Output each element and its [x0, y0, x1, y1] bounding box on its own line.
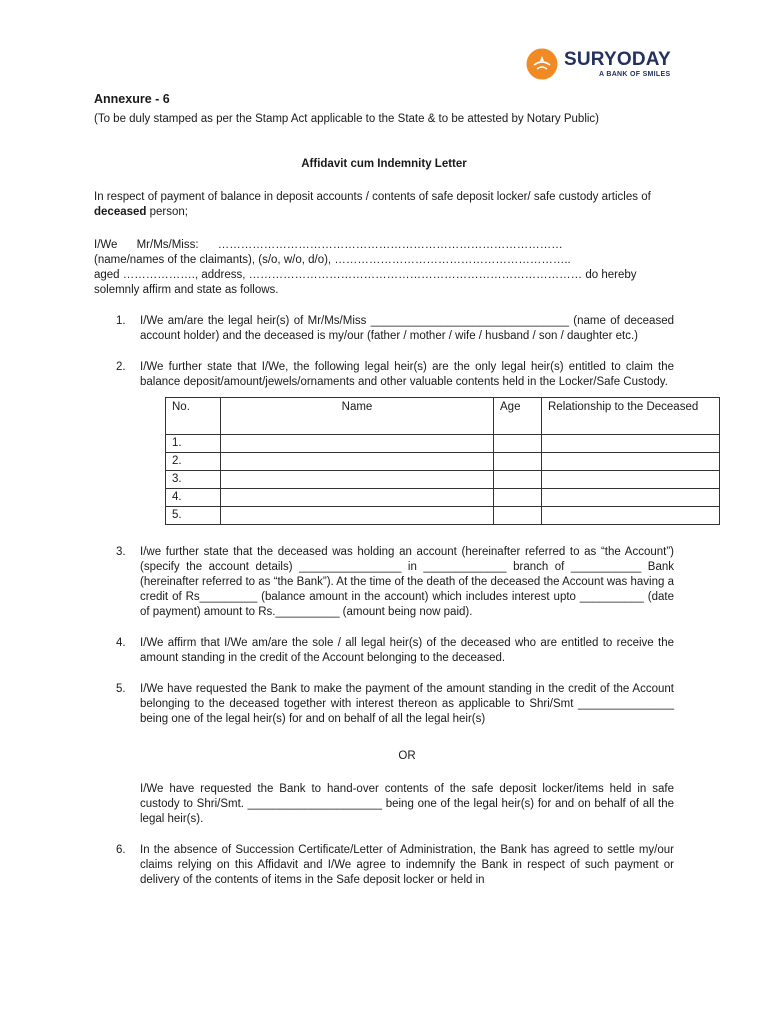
- clause-number: 1.: [116, 315, 126, 327]
- row-number: 2.: [166, 453, 221, 471]
- clause-text: I/We affirm that I/We am/are the sole / all legal heir(s) of the deceased who are entitled to receive the amount standing in the credit of the Account belonging to the deceased.: [140, 637, 674, 664]
- clause-item: [94, 545, 674, 620]
- clause-number: 6.: [116, 844, 126, 856]
- clause-text: I/We further state that I/We, the following legal heir(s) are the only legal heir(s) entitled to claim the balance deposit/amount/jewels/ornaments and other valuable contents held in the Locker/Safe Custody.: [140, 361, 674, 388]
- clause-item: [94, 314, 674, 344]
- brand-tagline: A BANK OF SMILES: [599, 71, 671, 78]
- clause-text: In the absence of Succession Certificate/Letter of Administration, the Bank has agreed to settle my/our claims relying on this Affidavit and I/We agree to indemnify the Bank in respect of such payment or delivery of the contents of items in the Safe deposit locker or held in: [140, 844, 674, 886]
- table-row: [166, 435, 720, 453]
- age-cell[interactable]: [494, 435, 542, 453]
- legal-heirs-table: [165, 397, 720, 525]
- row-number: 3.: [166, 471, 221, 489]
- header-age: Age: [494, 398, 542, 435]
- claimants-block: [94, 238, 674, 298]
- clause-text: I/We have requested the Bank to make the payment of the amount standing in the credit of the Account belonging to the deceased together with interest thereon as applicable to Shri/Smt _______________ being one of the legal heir(s) for and on behalf of all the legal heir(s): [140, 683, 674, 725]
- suryoday-logo: [526, 46, 676, 82]
- or-separator: OR: [398, 750, 416, 762]
- document-title: Affidavit cum Indemnity Letter: [301, 158, 467, 170]
- intro-suffix: person;: [146, 206, 188, 218]
- row-number: 5.: [166, 507, 221, 525]
- age-cell[interactable]: [494, 453, 542, 471]
- row-number: 4.: [166, 489, 221, 507]
- clause-number: 5.: [116, 683, 126, 695]
- clause-text: I/we further state that the deceased was holding an account (hereinafter referred to as “the Account”) (specify the account details) ________________ in _____________ branch of ___________ Bank (hereinafter referred to as “the Bank”). At the time of the death of the deceased the Account was having a credit of Rs_________ (balance amount in the account) which includes interest upto __________ (date of payment) amount to Rs.__________ (amount being now paid).: [140, 546, 674, 618]
- intro-text: In respect of payment of balance in deposit accounts / contents of safe deposit locker/ safe custody articles of: [94, 191, 651, 203]
- intro-paragraph: [94, 190, 674, 220]
- relationship-cell[interactable]: [542, 489, 720, 507]
- clause-item: [94, 636, 674, 666]
- clause-number: 2.: [116, 361, 126, 373]
- clause-item: [94, 843, 674, 888]
- table-row: [166, 471, 720, 489]
- table-row: [166, 489, 720, 507]
- name-cell[interactable]: [221, 489, 494, 507]
- header-no: No.: [166, 398, 221, 435]
- affidavit-clauses: [94, 314, 699, 727]
- clause-number: 4.: [116, 637, 126, 649]
- clause-item: [94, 360, 699, 525]
- name-cell[interactable]: [221, 471, 494, 489]
- claimant-line-1: I/We Mr/Ms/Miss: ………………………………………………………………………………: [94, 239, 563, 251]
- stamp-note: (To be duly stamped as per the Stamp Act applicable to the State & to be attested by Notary Public): [94, 113, 600, 125]
- age-cell[interactable]: [494, 507, 542, 525]
- relationship-cell[interactable]: [542, 507, 720, 525]
- clause-item: [94, 682, 674, 727]
- clause-text: I/We am/are the legal heir(s) of Mr/Ms/Miss _______________________________ (name of deceased account holder) and the deceased is my/our (father / mother / wife / husband / son / daughter etc.): [140, 315, 674, 342]
- annexure-heading: Annexure - 6: [94, 92, 170, 106]
- brand-name: SURYODAY: [564, 49, 671, 70]
- age-cell[interactable]: [494, 489, 542, 507]
- intro-bold: deceased: [94, 206, 147, 218]
- table-row: [166, 453, 720, 471]
- relationship-cell[interactable]: [542, 453, 720, 471]
- header-relationship: Relationship to the Deceased: [542, 398, 720, 435]
- name-cell[interactable]: [221, 435, 494, 453]
- relationship-cell[interactable]: [542, 435, 720, 453]
- name-cell[interactable]: [221, 453, 494, 471]
- claimant-line-3: aged ………………., address, …………………………………………………………………………… do hereby solemnly affirm and state as follows.: [94, 269, 637, 296]
- table-header-row: [166, 398, 720, 435]
- clause-number: 3.: [116, 546, 126, 558]
- document-body: [94, 90, 699, 904]
- relationship-cell[interactable]: [542, 471, 720, 489]
- claimant-line-2: (name/names of the claimants), (s/o, w/o, d/o), ……………………………………………………..: [94, 254, 571, 266]
- header-name: Name: [221, 398, 494, 435]
- affidavit-clauses-continued: [94, 843, 674, 888]
- name-cell[interactable]: [221, 507, 494, 525]
- table-row: [166, 507, 720, 525]
- alternate-clause: I/We have requested the Bank to hand-over contents of the safe deposit locker/items held in safe custody to Shri/Smt. _____________________ being one of the legal heir(s) for and on behalf of all the legal heir(s).: [140, 783, 674, 825]
- age-cell[interactable]: [494, 471, 542, 489]
- sun-logo-icon: [526, 48, 558, 80]
- row-number: 1.: [166, 435, 221, 453]
